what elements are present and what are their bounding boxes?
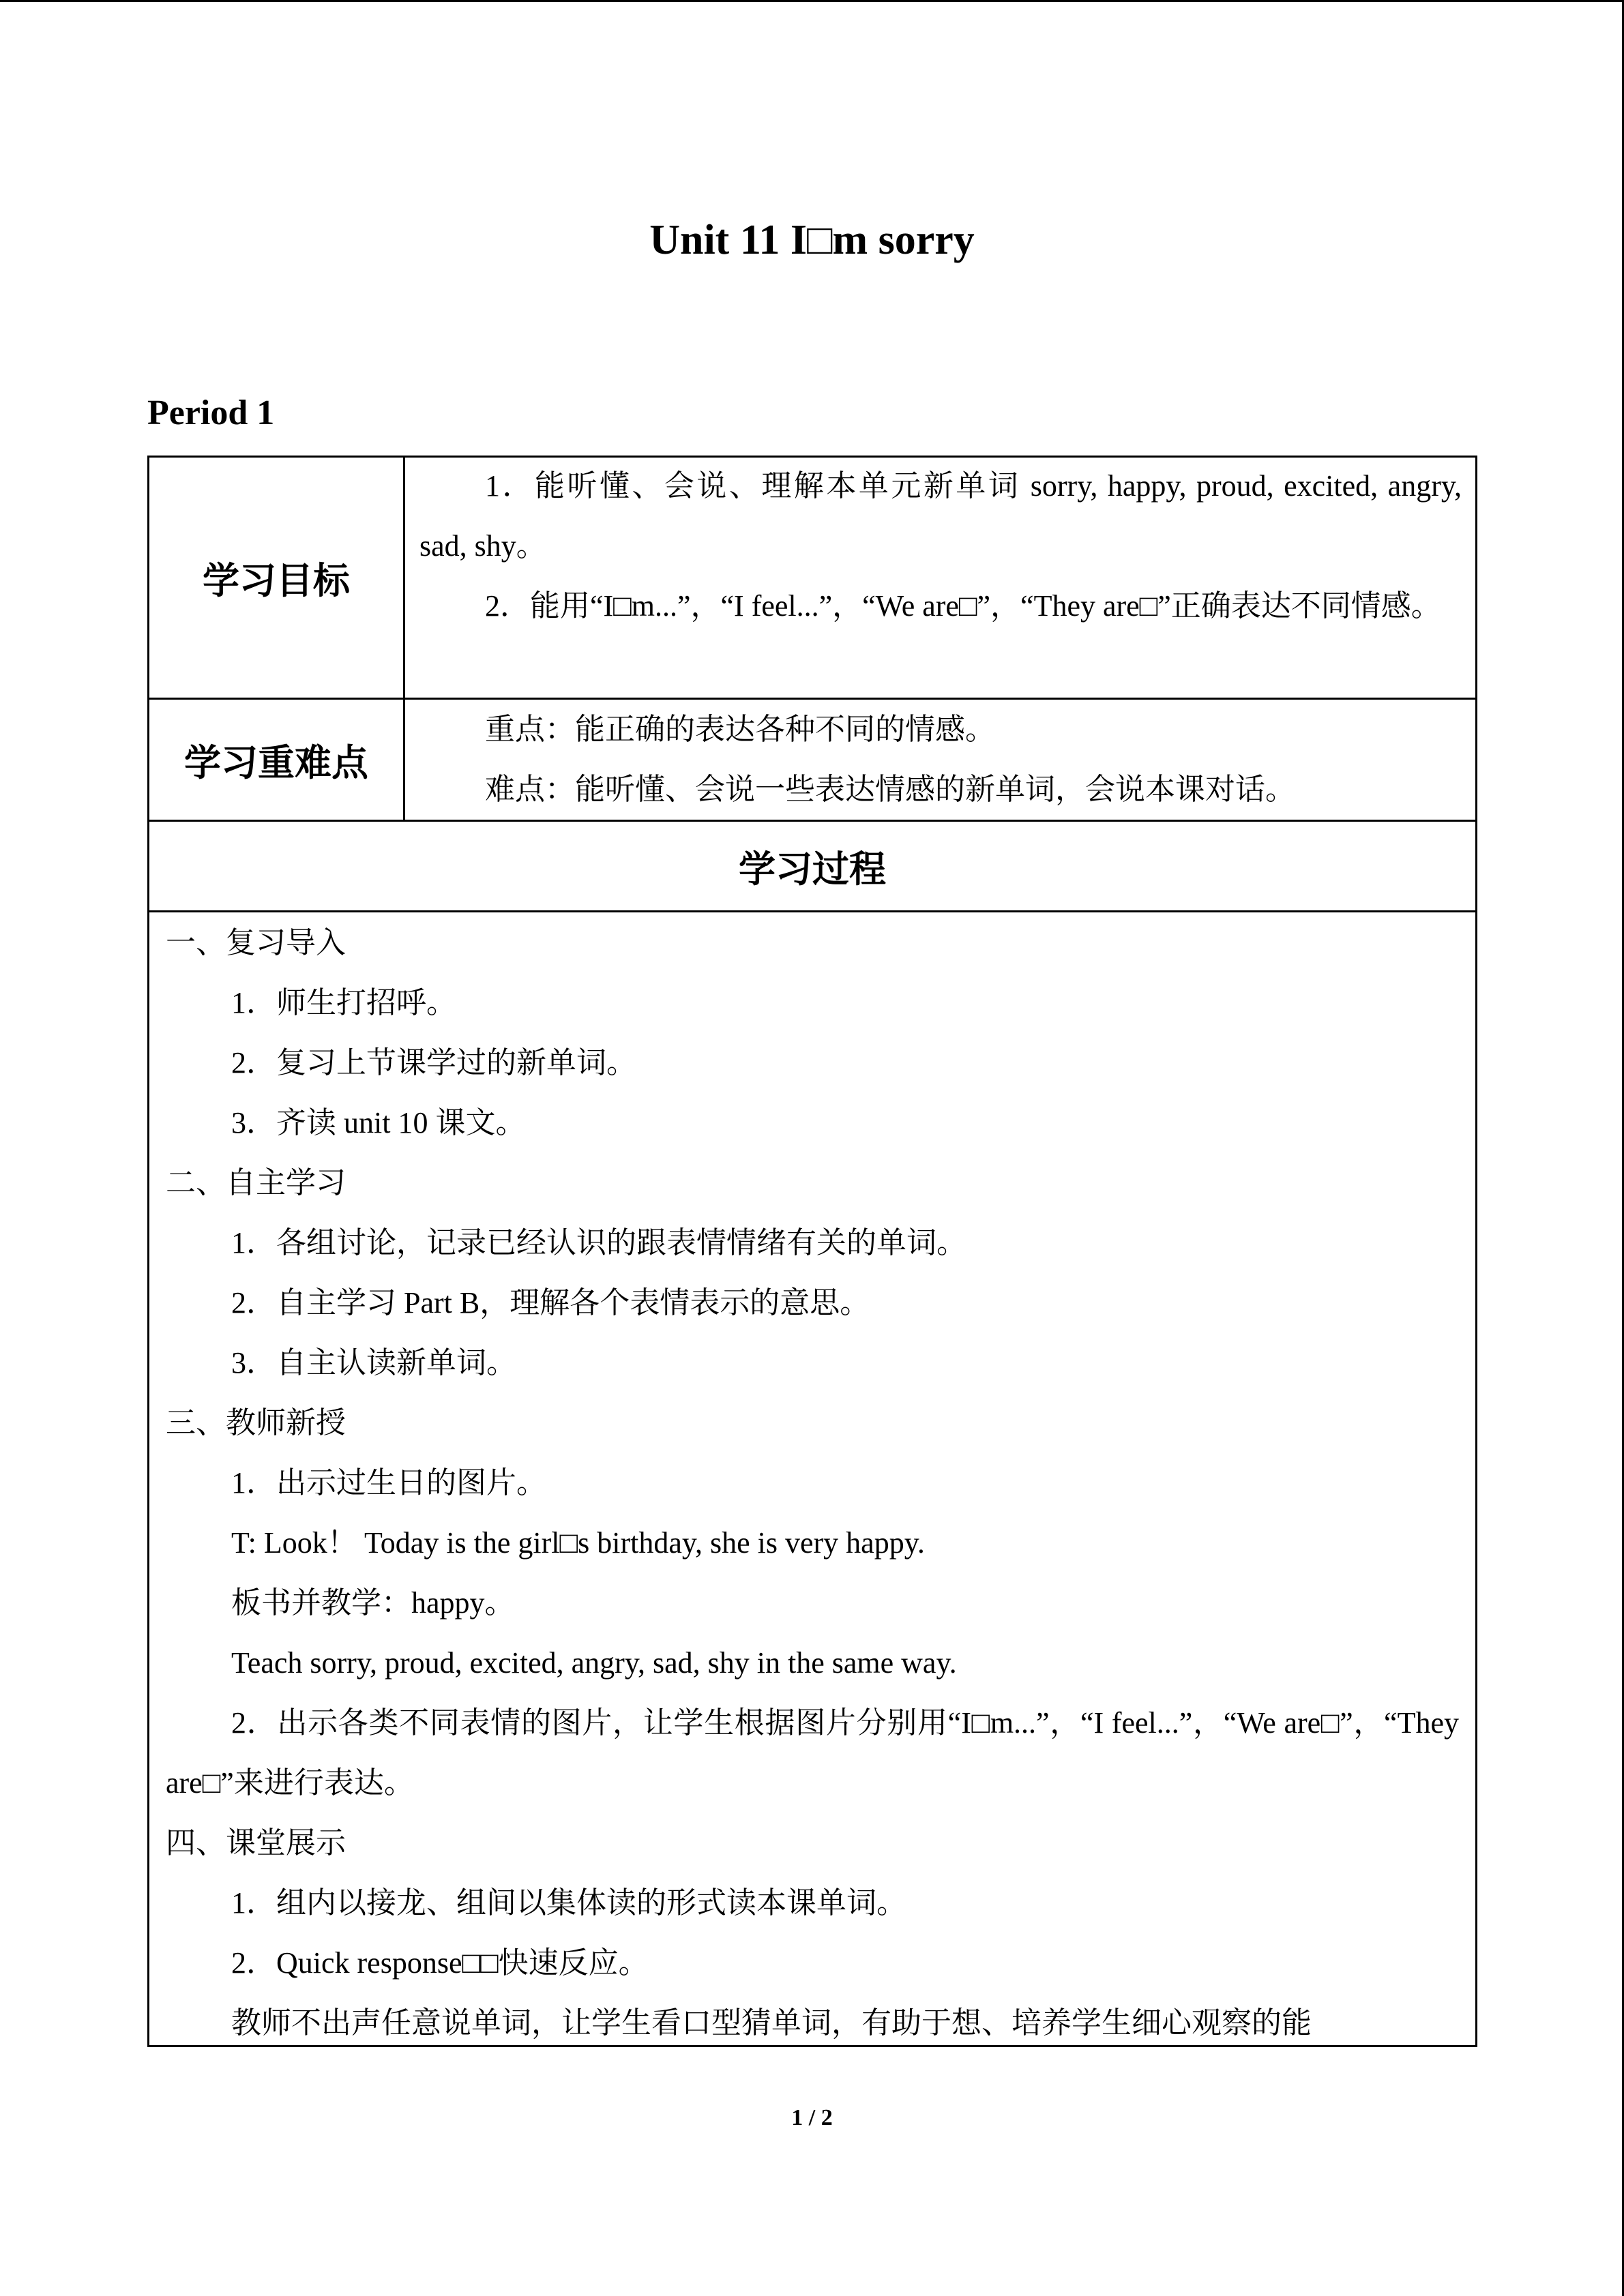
key-point-line: 难点：能听懂、会说一些表达情感的新单词，会说本课对话。	[485, 773, 1295, 806]
process-content	[166, 913, 1459, 2053]
process-line: 1．出示过生日的图片。	[231, 1466, 546, 1500]
section-heading: 一、复习导入	[166, 926, 346, 959]
process-line: 2．自主学习 Part B，理解各个表情表示的意思。	[231, 1286, 870, 1320]
process-line: 1．师生打招呼。	[231, 986, 456, 1019]
process-line: 1．各组讨论，记录已经认识的跟表情情绪有关的单词。	[231, 1226, 966, 1259]
process-line: Teach sorry, proud, excited, angry, sad, shy in the same way.	[231, 1646, 957, 1680]
lesson-table	[147, 456, 1477, 2047]
key-points-label: 学习重难点	[184, 741, 368, 784]
process-line: 2．出示各类不同表情的图片，让学生根据图片分别用“I□m...”，“I feel...”，“We are□”，“They are□”来进行表达。	[166, 1706, 1459, 1800]
process-line: T: Look！ Today is the girl□s birthday, she is very happy.	[231, 1526, 925, 1560]
key-point-line: 重点：能正确的表达各种不同的情感。	[485, 713, 995, 746]
document-title: Unit 11 I□m sorry	[649, 217, 975, 263]
objective-line: 1．能听懂、会说、理解本单元新单词 sorry, happy, proud, excited, angry, sad, shy。	[419, 469, 1462, 563]
process-line: 3．自主认读新单词。	[231, 1346, 516, 1380]
row-divider	[149, 910, 1475, 912]
objectives-label: 学习目标	[203, 558, 350, 602]
process-title: 学习过程	[739, 847, 886, 891]
section-heading: 二、自主学习	[166, 1166, 346, 1199]
period-heading: Period 1	[147, 393, 275, 432]
process-line: 教师不出声任意说单词，让学生看口型猜单词，有助于想、培养学生细心观察的能	[231, 2006, 1312, 2040]
process-line: 3．齐读 unit 10 课文。	[231, 1106, 526, 1139]
process-line: 2．Quick response□□快速反应。	[231, 1946, 649, 1980]
process-line: 板书并教学：happy。	[231, 1586, 515, 1620]
section-heading: 四、课堂展示	[166, 1826, 346, 1860]
column-divider	[403, 458, 405, 820]
objective-line: 2．能用“I□m...”，“I feel...”，“We are□”，“They are□”正确表达不同情感。	[485, 589, 1441, 623]
process-line: 1．组内以接龙、组间以集体读的形式读本课单词。	[231, 1886, 906, 1920]
process-line: 2．复习上节课学过的新单词。	[231, 1046, 636, 1079]
page-border-top	[0, 0, 1624, 2]
section-heading: 三、教师新授	[166, 1406, 346, 1440]
objectives-content	[419, 456, 1462, 636]
page-number: 1 / 2	[791, 2105, 833, 2130]
key-points-content	[419, 700, 1462, 820]
